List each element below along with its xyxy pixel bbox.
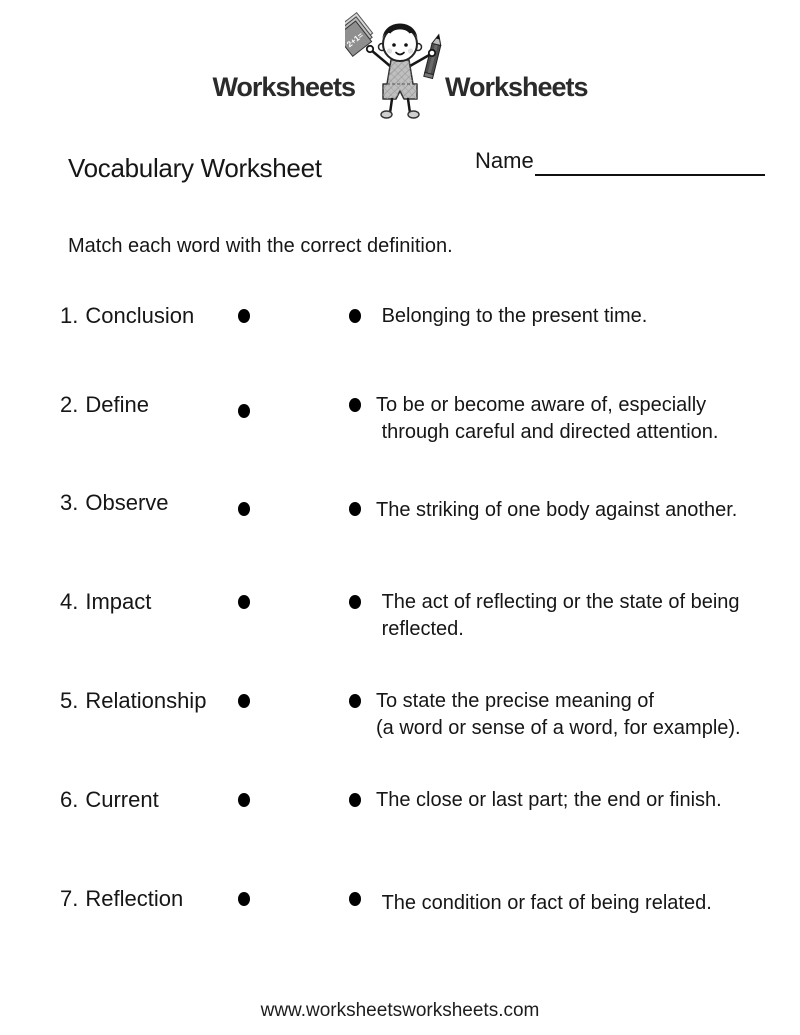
logo-text-right: Worksheets bbox=[445, 71, 588, 102]
match-row bbox=[0, 589, 800, 649]
kid-head bbox=[379, 24, 422, 62]
term-bullet bbox=[238, 502, 250, 516]
term-label bbox=[60, 886, 183, 912]
term-word: Impact bbox=[85, 589, 152, 614]
term-label bbox=[60, 589, 151, 615]
match-row bbox=[0, 688, 800, 748]
instruction-text: Match each word with the correct definition. bbox=[68, 235, 453, 257]
term-word: Define bbox=[85, 392, 149, 417]
match-row bbox=[0, 303, 800, 363]
book-label: 2+1= bbox=[345, 30, 366, 50]
term-bullet bbox=[238, 309, 250, 323]
match-row bbox=[0, 886, 800, 946]
term-number: 5. bbox=[60, 688, 79, 713]
definition-text bbox=[376, 787, 791, 814]
term-number: 7. bbox=[60, 886, 79, 911]
definition-bullet bbox=[349, 398, 361, 412]
definition-bullet bbox=[349, 595, 361, 609]
term-bullet bbox=[238, 595, 250, 609]
match-row bbox=[0, 787, 800, 847]
definition-text bbox=[376, 497, 791, 524]
term-word: Conclusion bbox=[85, 303, 195, 328]
term-number: 1. bbox=[60, 303, 79, 328]
definition-line: To state the precise meaning of bbox=[376, 690, 654, 712]
term-word: Observe bbox=[85, 490, 169, 515]
term-number: 6. bbox=[60, 787, 79, 812]
term-number: 4. bbox=[60, 589, 79, 614]
term-number: 3. bbox=[60, 490, 79, 515]
definition-bullet bbox=[349, 502, 361, 516]
term-bullet bbox=[238, 892, 250, 906]
definition-bullet bbox=[349, 309, 361, 323]
logo-text-left: Worksheets bbox=[212, 71, 355, 102]
term-bullet bbox=[238, 404, 250, 418]
definition-line: The striking of one body against another. bbox=[376, 499, 738, 521]
definition-text bbox=[376, 688, 791, 742]
definition-line: To be or become aware of, especially bbox=[376, 394, 707, 416]
name-blank-line bbox=[535, 174, 765, 176]
match-row bbox=[0, 490, 800, 550]
term-label bbox=[60, 303, 194, 329]
term-label bbox=[60, 490, 169, 516]
definition-bullet bbox=[349, 694, 361, 708]
definition-text bbox=[376, 589, 791, 643]
term-bullet bbox=[238, 793, 250, 807]
term-number: 2. bbox=[60, 392, 79, 417]
term-word: Current bbox=[85, 787, 159, 812]
definition-text bbox=[376, 890, 791, 917]
name-label: Name bbox=[475, 148, 534, 173]
definition-text bbox=[376, 392, 791, 446]
definition-line: reflected. bbox=[376, 618, 464, 640]
term-word: Relationship bbox=[85, 688, 207, 713]
term-bullet bbox=[238, 694, 250, 708]
definition-text bbox=[376, 303, 791, 330]
term-label bbox=[60, 688, 206, 714]
definition-line: The act of reflecting or the state of being bbox=[376, 591, 740, 613]
worksheets-logo bbox=[0, 6, 800, 124]
definition-line: (a word or sense of a word, for example). bbox=[376, 717, 741, 739]
definition-line: through careful and directed attention. bbox=[376, 421, 719, 443]
website-url: www.worksheetsworksheets.com bbox=[260, 1000, 540, 1021]
term-word: Reflection bbox=[85, 886, 184, 911]
definition-bullet bbox=[349, 892, 361, 906]
term-label bbox=[60, 392, 149, 418]
definition-line: The condition or fact of being related. bbox=[376, 892, 712, 914]
kid-mascot-illustration bbox=[345, 6, 455, 124]
definition-bullet bbox=[349, 793, 361, 807]
page-title: Vocabulary Worksheet bbox=[68, 153, 322, 183]
match-row bbox=[0, 392, 800, 452]
definition-line: Belonging to the present time. bbox=[376, 305, 648, 327]
definition-line: The close or last part; the end or finish. bbox=[376, 789, 722, 811]
term-label bbox=[60, 787, 159, 813]
